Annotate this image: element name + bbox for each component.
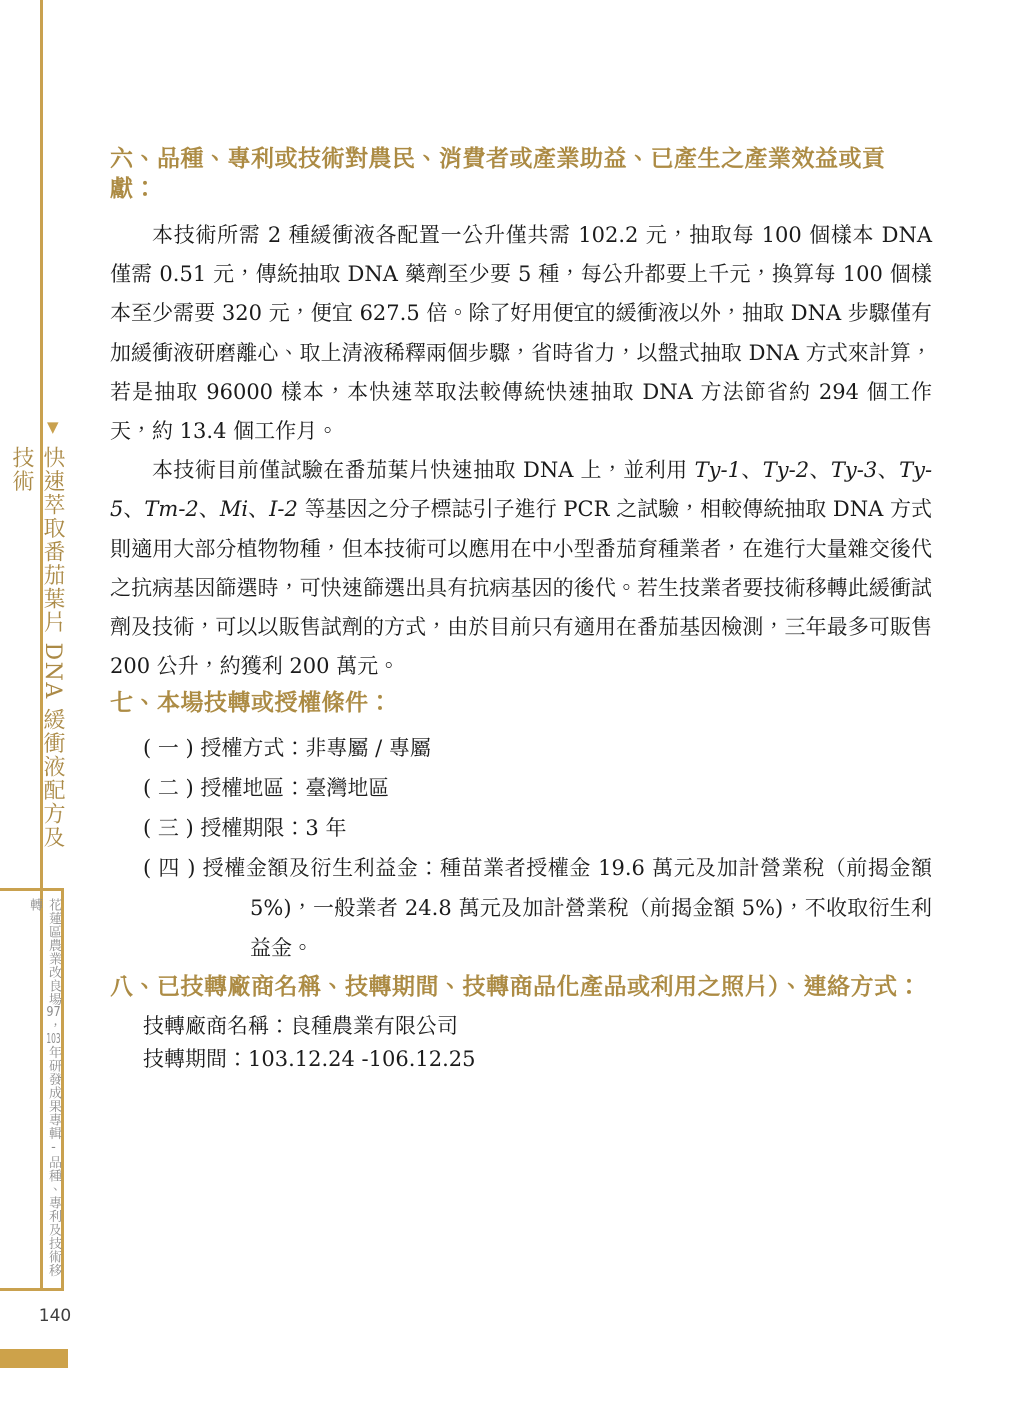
para2-run: 、 xyxy=(877,458,900,483)
gene-name-i2: I-2 xyxy=(269,497,298,522)
book-title-part2: 年研發成果專輯 xyxy=(46,1045,61,1140)
list-item-authorization-region: ( 二 ) 授權地區：臺灣地區 xyxy=(143,776,390,801)
book-title-dash: - xyxy=(46,1140,61,1156)
gene-name-ty5: Ty-5 xyxy=(110,458,933,522)
book-title-part1: 花蓮區農業改良場 xyxy=(46,898,61,1006)
gene-name-ty2: Ty-2 xyxy=(762,458,810,483)
book-title-year-end: 103 xyxy=(46,1032,61,1046)
main-content xyxy=(110,144,932,1076)
section-seven-heading: 七、本場技轉或授權條件： xyxy=(110,690,392,717)
para2-run: 、 xyxy=(248,497,270,522)
list-item-authorization-fee: ( 四 ) 授權金額及衍生利益金：種苗業者授權金 19.6 萬元及加計營業稅（前揭金額 5%)，一般業者 24.8 萬元及加計營業稅（前揭金額 5%)，不收取衍生利益金。 xyxy=(143,856,932,961)
para2-run: 、 xyxy=(740,458,763,483)
gene-name-mi: Mi xyxy=(219,497,249,522)
authorization-terms-list xyxy=(110,728,932,968)
section-six-paragraph-2 xyxy=(110,451,932,686)
transfer-vendor-line: 技轉廠商名稱：良種農業有限公司 xyxy=(143,1014,458,1039)
chapter-title-vertical: 快速萃取番茄葉片 DNA 緩衝液配方及技術 xyxy=(9,446,65,850)
para2-run: 、 xyxy=(123,497,145,522)
para2-run: 、 xyxy=(198,497,220,522)
list-item-authorization-period: ( 三 ) 授權期限：3 年 xyxy=(143,816,347,841)
book-title-part3: 品種、專利及技術移轉 xyxy=(27,898,61,1277)
book-title-year-start: 97 xyxy=(46,1006,61,1019)
transfer-period-line: 技轉期間：103.12.24 -106.12.25 xyxy=(143,1047,476,1072)
gene-name-ty1: Ty-1 xyxy=(694,458,741,483)
gene-name-ty3: Ty-3 xyxy=(830,458,878,483)
triangle-marker-icon: ▼ xyxy=(47,418,59,436)
section-six-heading: 六、品種、專利或技術對農民、消費者或產業助益、已產生之產業效益或貢獻： xyxy=(110,146,886,202)
para2-run: 本技術目前僅試驗在番茄葉片快速抽取 DNA 上，並利用 xyxy=(152,458,695,483)
footer-gold-bar xyxy=(0,1349,68,1368)
book-title-vertical xyxy=(27,898,63,1283)
book-box-left-rule xyxy=(40,891,43,1288)
list-item-authorization-method: ( 一 ) 授權方式：非專屬 / 專屬 xyxy=(143,736,431,761)
section-eight-heading: 八、已技轉廠商名稱、技轉期間、技轉商品化產品或利用之照片）、連絡方式： xyxy=(110,974,921,1001)
section-six-paragraph-1: 本技術所需 2 種緩衝液各配置一公升僅共需 102.2 元，抽取每 100 個樣本 DNA 僅需 0.51 元，傳統抽取 DNA 藥劑至少要 5 種，每公升都要上千元，換算每 100 個樣本至少需要 320 元，便宜 627.5 倍。除了好用便宜的緩衝液以外，抽取 DNA 步驟僅有加緩衝液研磨離心、取上清液稀釋兩個步驟，省時省力，以盤式抽取 DNA 方式來計算，若是抽取 96000 樣本，本快速萃取法較傳統快速抽取 DNA 方法節省約 294 個工作天，約 13.4 個工作月。 xyxy=(110,223,932,444)
para2-run: 等基因之分子標誌引子進行 PCR 之試驗，相較傳統抽取 DNA 方式則適用大部分植物物種，但本技術可以應用在中小型番茄育種業者，在進行大量雜交後代之抗病基因篩選時，可快速篩選出具有抗病基因的後代。若生技業者要技術移轉此緩衝試劑及技術，可以以販售試劑的方式，由於目前只有適用在番茄基因檢測，三年最多可販售 200 公升，約獲利 200 萬元。 xyxy=(110,497,933,679)
book-title-comma: ， xyxy=(46,1019,61,1033)
page-number: 140 xyxy=(38,1306,72,1326)
gene-name-tm2: Tm-2 xyxy=(144,497,199,522)
para2-run: 、 xyxy=(809,458,831,483)
